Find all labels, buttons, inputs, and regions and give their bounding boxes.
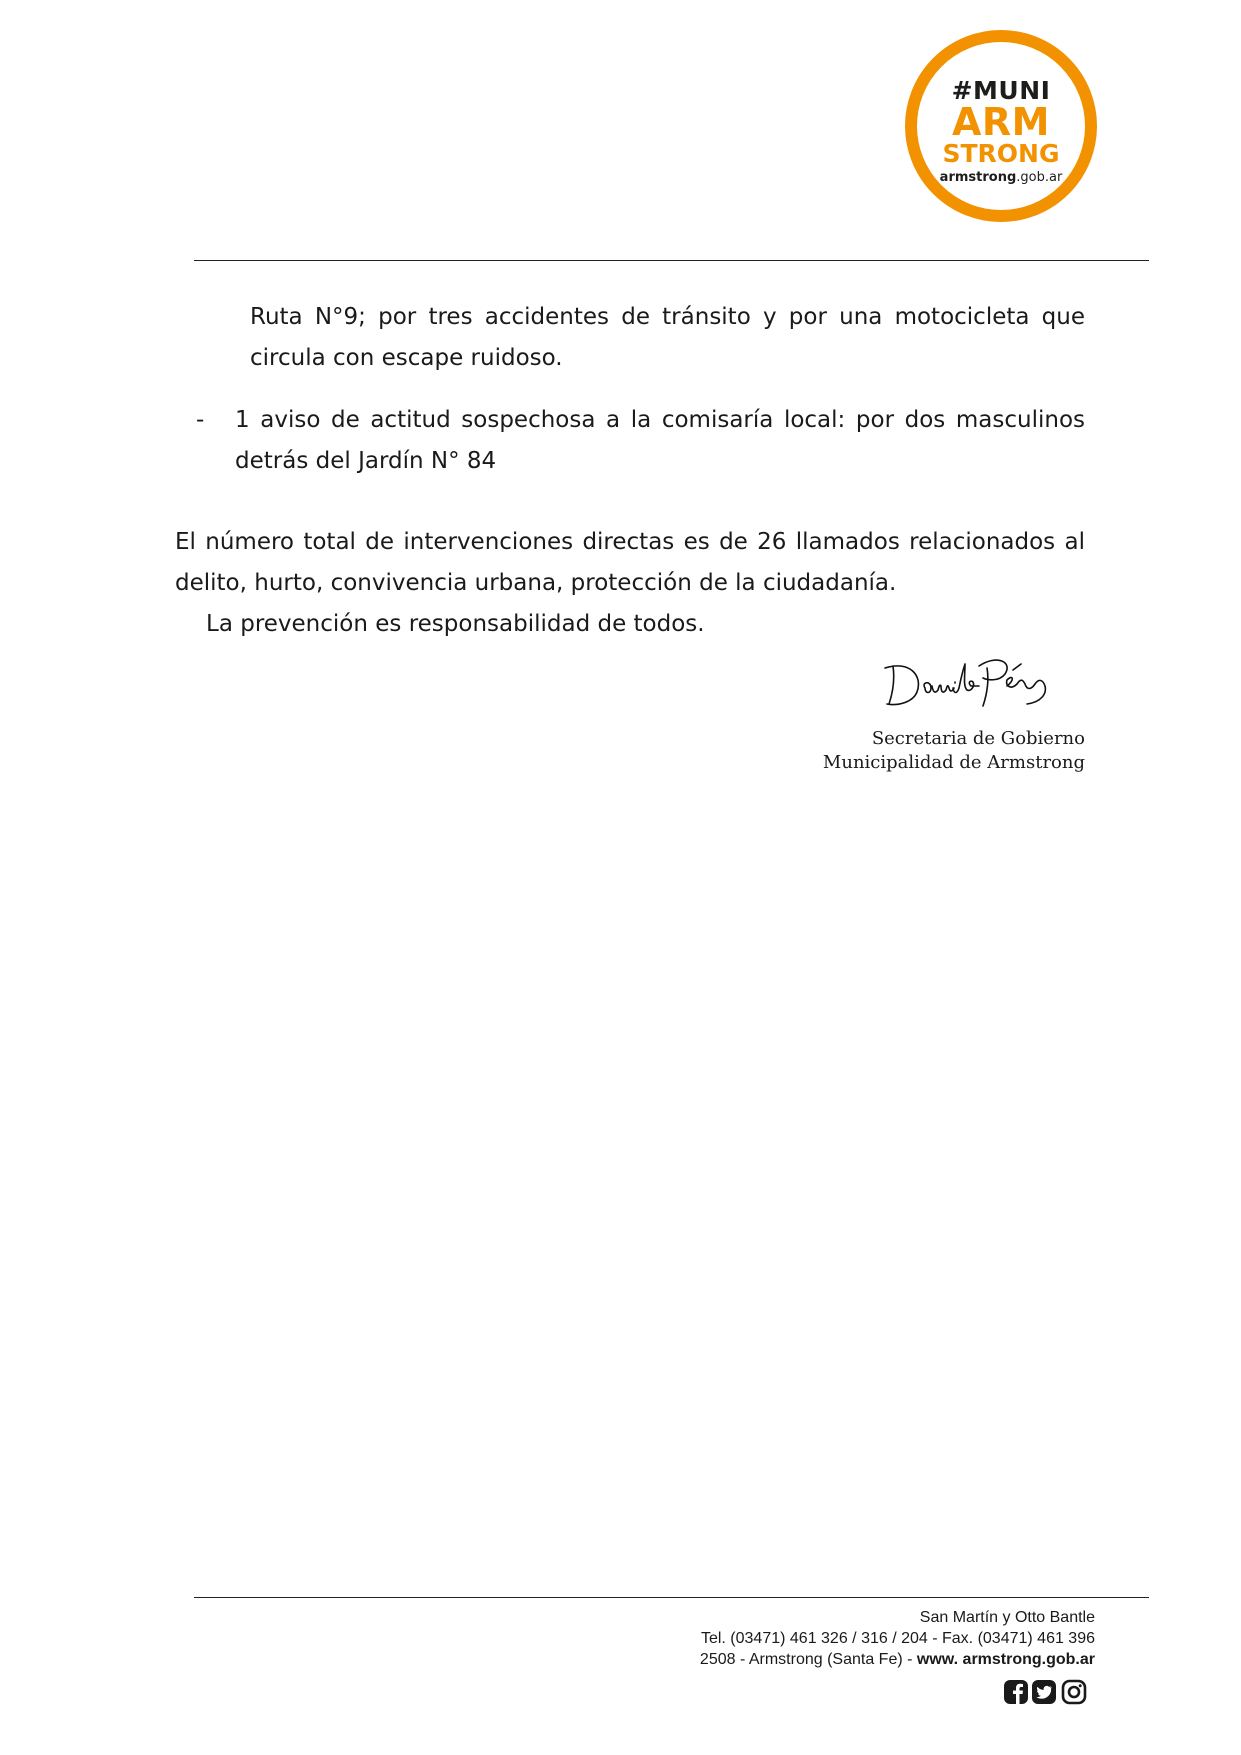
- continuation-paragraph: Ruta N°9; por tres accidentes de tránsito y por una motocicleta que circula con escape ruidoso.: [250, 304, 1085, 371]
- signatory-title: Secretaria de Gobierno: [871, 728, 1085, 749]
- footer-address: San Martín y Otto Bantle: [919, 1609, 1095, 1626]
- logo-arm: ARM: [952, 100, 1050, 144]
- footer-city-website: 2508 - Armstrong (Santa Fe) - www. armstrong.gob.ar: [699, 1651, 1095, 1668]
- twitter-icon[interactable]: [1031, 1679, 1057, 1705]
- summary-paragraph: El número total de intervenciones directas es de 26 llamados relacionados al delito, hurto, convivencia urbana, protección de la ciudadanía.: [175, 529, 1085, 596]
- logo-domain: armstrong.gob.ar: [939, 170, 1063, 185]
- municipality-logo: [905, 30, 1097, 222]
- header-divider: [194, 260, 1149, 261]
- facebook-icon[interactable]: [1003, 1679, 1029, 1705]
- signatory-organization: Municipalidad de Armstrong: [822, 752, 1085, 773]
- instagram-icon[interactable]: [1061, 1679, 1087, 1705]
- footer-divider: [194, 1597, 1149, 1598]
- bullet-item: 1 aviso de actitud sospechosa a la comisaría local: por dos masculinos detrás del Jardín N° 84: [235, 407, 1085, 474]
- logo-hashtag: #MUNI: [951, 76, 1051, 105]
- footer-phones: Tel. (03471) 461 326 / 316 / 204 - Fax. (03471) 461 396: [700, 1630, 1095, 1647]
- closing-line: La prevención es responsabilidad de todos.: [206, 611, 705, 637]
- bullet-marker: -: [196, 407, 205, 433]
- website-link[interactable]: www. armstrong.gob.ar: [916, 1651, 1095, 1668]
- logo-strong: STRONG: [942, 139, 1060, 168]
- handwritten-signature: [875, 650, 1065, 715]
